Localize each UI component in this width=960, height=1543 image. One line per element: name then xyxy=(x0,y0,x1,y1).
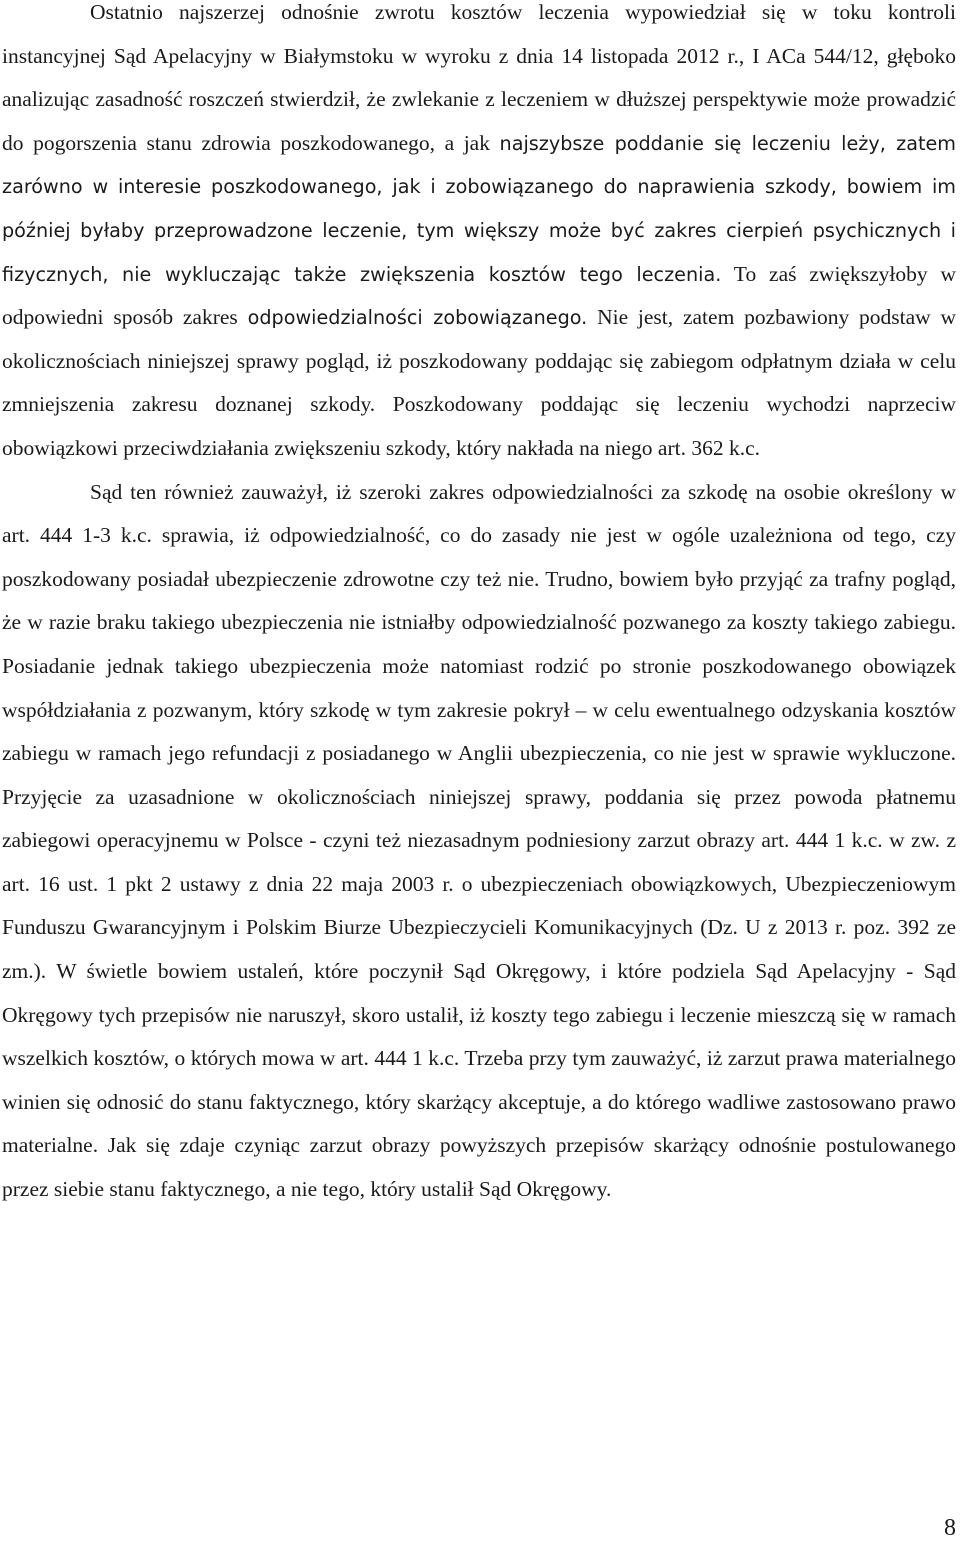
paragraph-ubezpieczenie: Sąd ten również zauważył, iż szeroki zakres odpowiedzialności za szkodę na osobie określony w art. 444 1-3 k.c. sprawia, iż odpowiedzialność, co do zasady nie jest w ogóle uzależniona od tego, czy poszkodowany posiadał ubezpieczenie zdrowotne czy też nie. Trudno, bowiem było przyjąć za trafny pogląd, że w razie braku takiego ubezpieczenia nie istniałby odpowiedzialność pozwanego za koszty takiego zabiegu. Posiadanie jednak takiego ubezpieczenia może natomiast rodzić po stronie poszkodowanego obowiązek współdziałania z pozwanym, który szkodę w tym zakresie pokrył – w celu ewentualnego odzyskania kosztów zabiegu w ramach jego refundacji z posiadanego w Anglii ubezpieczenia, co nie jest w sprawie wykluczone. Przyjęcie za uzasadnione w okolicznościach niniejszej sprawy, poddania się przez powoda płatnemu zabiegowi operacyjnemu w Polsce - czyni też niezasadnym podniesiony zarzut obrazy art. 444 1 k.c. w zw. z art. 16 ust. 1 pkt 2 ustawy z dnia 22 maja 2003 r. o ubezpieczeniach obowiązkowych, Ubezpieczeniowym Funduszu Gwarancyjnym i Polskim Biurze Ubezpieczycieli Komunikacyjnych (Dz. U z 2013 r. poz. 392 ze zm.). W świetle bowiem ustaleń, które poczynił Sąd Okręgowy, i które podziela Sąd Apelacyjny - Sąd Okręgowy tych przepisów nie naruszył, skoro ustalił, iż koszty tego zabiegu i leczenie mieszczą się w ramach wszelkich kosztów, o których mowa w art. 444 1 k.c. Trzeba przy tym zauważyć, iż zarzut prawa materialnego winien się odnosić do stanu faktycznego, który skarżący akceptuje, a do którego wadliwe zastosowano prawo materialne. Jak się zdaje czyniąc zarzut obrazy powyższych przepisów skarżący odnośnie postulowanego przez siebie stanu faktycznego, a nie tego, który ustalił Sąd Okręgowy. xyxy=(2,479,956,1202)
text-run: Nie jest, zatem pozbawiony podstaw w okolicznościach niniejszej sprawy pogląd, iż poszkodowany poddając się zabiegom odpłatnym działa w celu zmniejszenia zakresu doznanej szkody. Poszkodowany poddając się leczeniu wychodzi naprzeciw obowiązkowi przeciwdziałania zwiększeniu szkody, który nakłada na niego art. 362 k.c. xyxy=(2,305,957,460)
body-text xyxy=(2,0,956,1212)
text-run: Ostatnio najszerzej odnośnie zwrotu kosztów leczenia wypowiedział się w toku kontroli instancyjnej Sąd Apelacyjny w Białymstoku w wyroku z dnia 14 listopada 2012 r., I ACa 544/12, głęboko analizując zasadność roszczeń stwierdził, że zwlekanie z leczeniem w dłuższej perspektywie może prowadzić do pogorszenia stanu zdrowia poszkodowanego, a jak xyxy=(2,0,956,155)
paragraph-zwrot-kosztow xyxy=(2,0,956,471)
page-number: 8 xyxy=(944,1515,956,1541)
text-run-sans: odpowiedzialności zobowiązanego. xyxy=(247,306,588,330)
text-run-sans: najszybsze poddanie się leczeniu leży, zatem zarówno w interesie poszkodowanego, jak i zobowiązanego do naprawienia szkody, bowiem im później byłaby przeprowadzone leczenie, tym większy może być zakres cierpień psychicznych i fizycznych, nie wykluczając także zwiększenia kosztów tego leczenia. xyxy=(2,131,956,286)
text-run: To zaś zwiększyłoby w odpowiedni sposób zakres xyxy=(2,261,956,330)
